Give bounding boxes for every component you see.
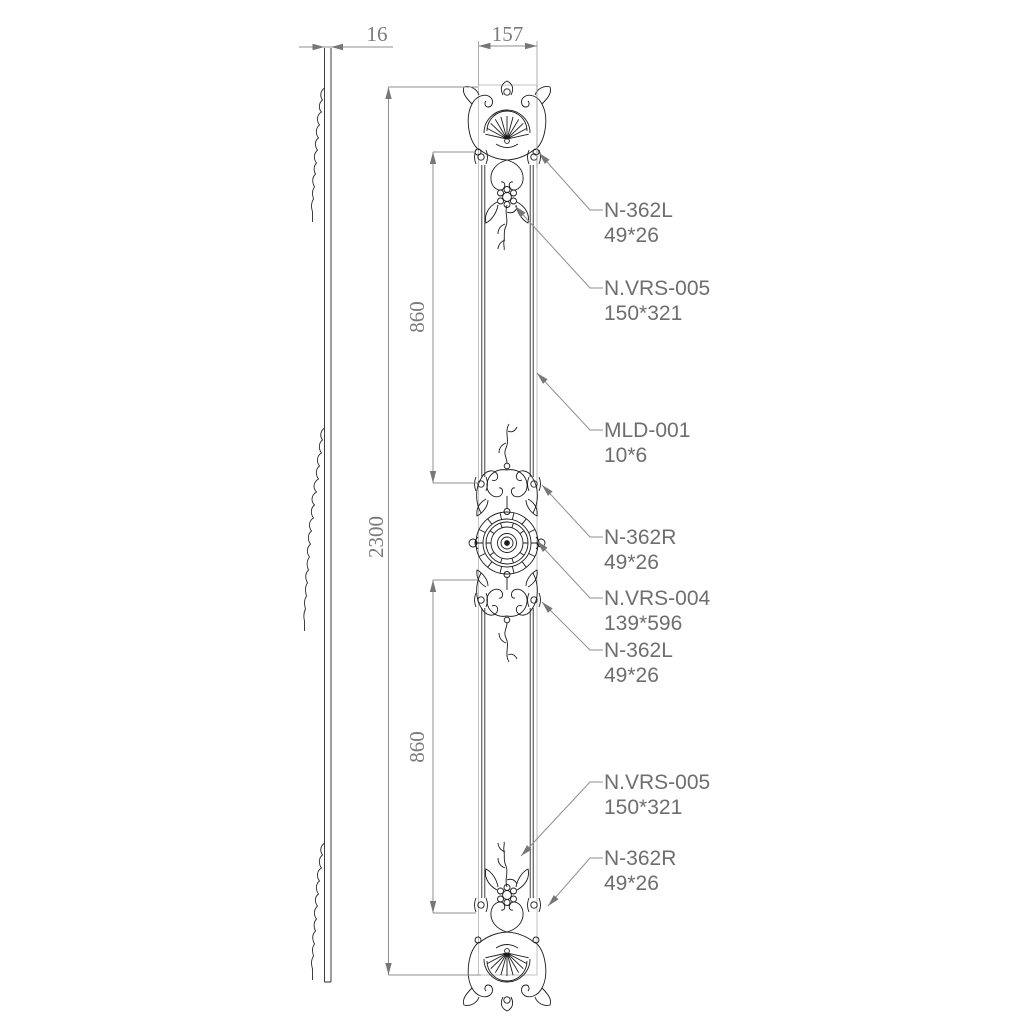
part-leaders (513, 151, 711, 908)
dimension-side-thickness (299, 22, 393, 50)
dim-157-value: 157 (491, 22, 524, 46)
part-label-size: 139*596 (604, 612, 683, 635)
part-label-name: N.VRS-005 (604, 277, 711, 300)
leader-arrow (546, 895, 559, 908)
side-profile-carving-top (312, 88, 325, 222)
capital-n362-upper-mid-right (528, 477, 541, 491)
side-profile-carving-middle (304, 428, 325, 631)
capital-n362-bottom-right (528, 898, 541, 912)
dim-860-lower-value: 860 (405, 731, 429, 763)
front-view (463, 81, 550, 1011)
part-label-size: 49*26 (604, 551, 659, 574)
part-label-size: 150*321 (604, 302, 683, 325)
molding-right-upper (530, 165, 533, 477)
dimension-arrow (385, 87, 391, 99)
part-label-name: MLD-001 (604, 419, 691, 442)
dimension-arrow (430, 580, 436, 592)
part-label-size: 49*26 (604, 872, 659, 895)
side-profile-carving-bottom (312, 843, 325, 980)
dimension-arrow (525, 43, 537, 49)
dimension-arrow (430, 901, 436, 913)
part-label-size: 150*321 (604, 796, 683, 819)
leader-n362r-middle (540, 483, 677, 574)
dimension-overall-height (364, 87, 481, 975)
part-label-name: N.VRS-004 (604, 587, 711, 610)
dimension-lower-section (405, 580, 478, 913)
part-label-name: N-362L (604, 639, 673, 662)
dimension-arrow (331, 44, 343, 50)
dim-16-value: 16 (366, 22, 388, 46)
dim-860-upper-value: 860 (405, 301, 429, 333)
leader-n362l-top (537, 151, 673, 247)
leader-mld001 (535, 371, 691, 467)
ornament-top-cartouche (463, 81, 550, 250)
side-profile-view (304, 48, 331, 982)
dim-2300-value: 2300 (364, 516, 388, 558)
dimension-upper-section (405, 152, 479, 483)
dimension-arrow (430, 471, 436, 483)
molding-right-lower (530, 608, 533, 898)
leader-nvrs005-bottom (519, 771, 711, 858)
ornament-bottom-cartouche (463, 842, 550, 1011)
part-label-name: N.VRS-005 (604, 771, 711, 794)
part-label-size: 49*26 (604, 664, 659, 687)
rosette (469, 509, 545, 578)
dimension-arrow (430, 152, 436, 164)
part-label-size: 10*6 (604, 444, 648, 467)
dimension-arrow (313, 44, 325, 50)
leader-n362r-bottom (546, 847, 677, 908)
part-label-name: N-362R (604, 847, 677, 870)
dimension-arrow (479, 43, 491, 49)
part-label-name: N-362R (604, 526, 677, 549)
side-profile-right-edge (325, 48, 332, 982)
molding-left-lower (482, 608, 485, 898)
capital-n362-bottom-left (475, 898, 488, 912)
molding-left-upper (482, 165, 485, 477)
part-label-size: 49*26 (604, 224, 659, 247)
part-label-name: N-362L (604, 199, 673, 222)
dimension-arrow (385, 963, 391, 975)
